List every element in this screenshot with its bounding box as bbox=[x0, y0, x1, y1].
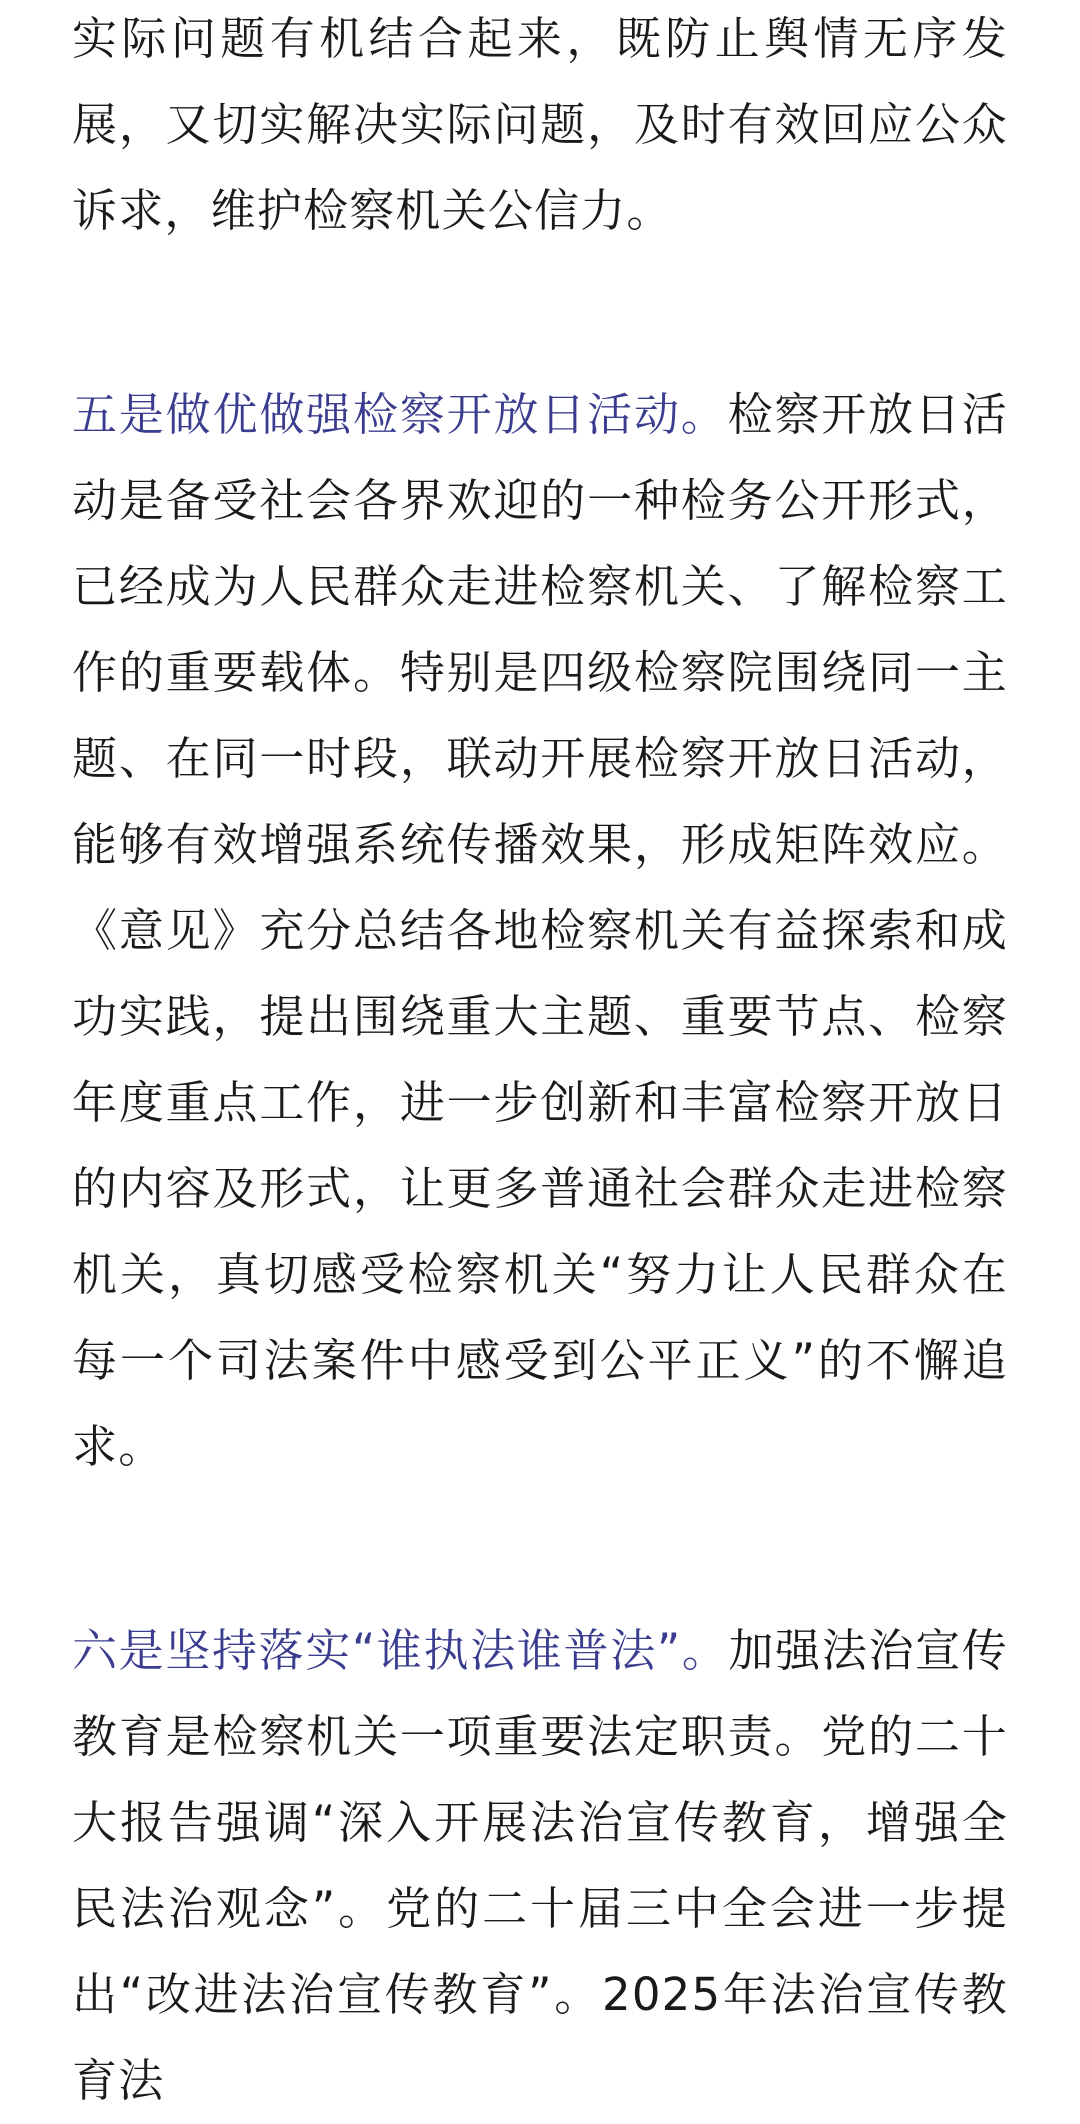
paragraph-body-text: 实际问题有机结合起来，既防止舆情无序发展，又切实解决实际问题，及时有效回应公众诉求，维护检察机关公信力。 bbox=[72, 12, 1008, 237]
paragraph-public-response bbox=[72, 0, 1008, 254]
paragraph-body-text: 加强法治宣传教育是检察机关一项重要法定职责。党的二十大报告强调“深入开展法治宣传教育，增强全民法治观念”。党的二十届三中全会进一步提出“改进法治宣传教育”。2025年法治宣传教育法 bbox=[72, 1624, 1008, 2107]
paragraph-open-day bbox=[72, 372, 1008, 1490]
paragraph-law-publicity bbox=[72, 1608, 1008, 2124]
paragraph-body-text: 检察开放日活动是备受社会各界欢迎的一种检务公开形式，已经成为人民群众走进检察机关、了解检察工作的重要载体。特别是四级检察院围绕同一主题、在同一时段，联动开展检察开放日活动，能够有效增强系统传播效果，形成矩阵效应。《意见》充分总结各地检察机关有益探索和成功实践，提出围绕重大主题、重要节点、检察年度重点工作，进一步创新和丰富检察开放日的内容及形式，让更多普通社会群众走进检察机关，真切感受检察机关“努力让人民群众在每一个司法案件中感受到公平正义”的不懈追求。 bbox=[72, 388, 1008, 1473]
section-lead-heading: 五是做优做强检察开放日活动。 bbox=[72, 388, 728, 441]
section-lead-heading: 六是坚持落实“谁执法谁普法”。 bbox=[72, 1624, 729, 1677]
